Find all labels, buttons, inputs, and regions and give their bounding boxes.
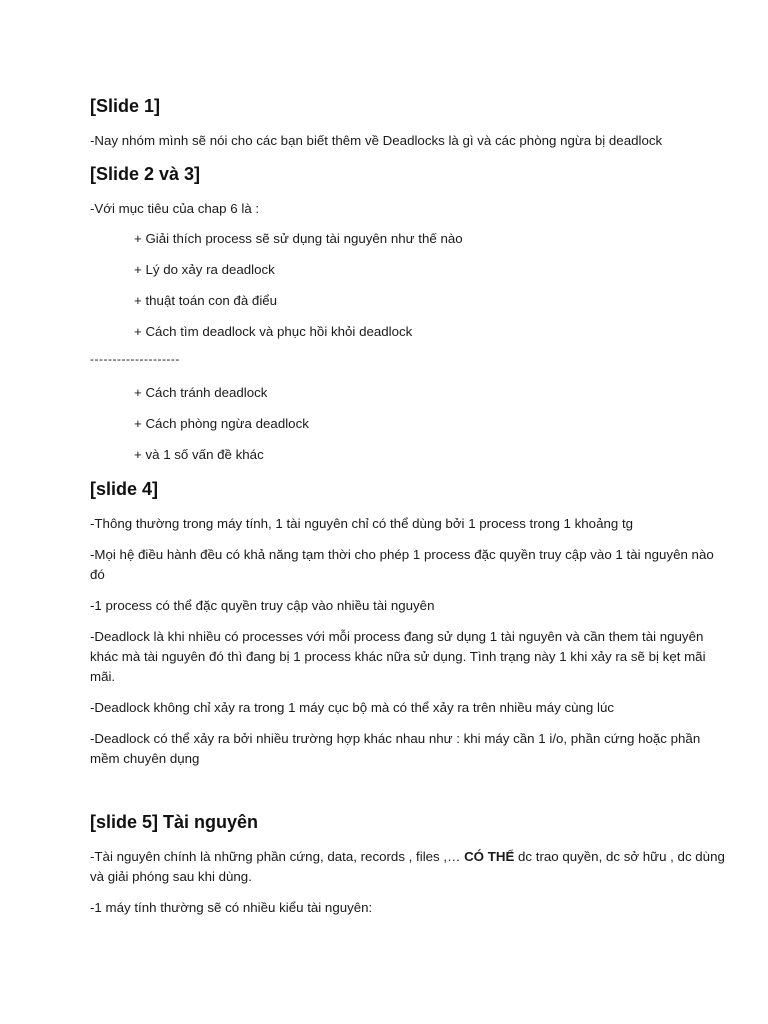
slide23-item: + thuật toán con đà điểu — [134, 293, 278, 308]
slide5-paragraph — [90, 847, 730, 887]
slide23-item: + Giải thích process sẽ sử dụng tài nguyên như thế nào — [134, 231, 463, 246]
slide23-heading: [Slide 2 và 3] — [90, 164, 201, 184]
slide5-bold-text: CÓ THỂ — [464, 849, 515, 864]
slide1-heading: [Slide 1] — [90, 96, 161, 116]
slide23-item: + và 1 số vấn đề khác — [134, 447, 264, 462]
slide4-paragraph: -Thông thường trong máy tính, 1 tài nguyên chỉ có thể dùng bởi 1 process trong 1 khoảng tg — [90, 516, 634, 531]
slide5-heading: [slide 5] Tài nguyên — [90, 812, 259, 832]
slide23-intro: -Với mục tiêu của chap 6 là : — [90, 201, 260, 216]
slide23-item: + Cách tìm deadlock và phục hồi khỏi deadlock — [134, 324, 413, 339]
slide23-item: + Lý do xảy ra deadlock — [134, 262, 275, 277]
slide4-heading: [slide 4] — [90, 479, 159, 499]
slide23-item: + Cách tránh deadlock — [134, 385, 268, 400]
slide5-text: dc trao quyền, dc sở hữu , dc dùng và giải phóng sau khi dùng. — [90, 849, 725, 884]
slide5-paragraph: -1 máy tính thường sẽ có nhiều kiểu tài nguyên: — [90, 900, 373, 915]
slide4-paragraph: -Deadlock không chỉ xảy ra trong 1 máy cục bộ mà có thể xảy ra trên nhiều máy cùng lúc — [90, 700, 615, 715]
slide5-text: -Tài nguyên chính là những phần cứng, data, records , files ,… — [90, 849, 465, 864]
separator-line: -------------------- — [90, 352, 180, 366]
slide23-item: + Cách phòng ngừa deadlock — [134, 416, 309, 431]
slide4-paragraph: -Mọi hệ điều hành đều có khả năng tạm thời cho phép 1 process đặc quyền truy cập vào 1 tài nguyên nào đó — [90, 547, 714, 582]
slide4-paragraph: -Deadlock có thể xảy ra bởi nhiều trường hợp khác nhau như : khi máy cần 1 i/o, phần cứng hoặc phần mềm chuyên dụng — [90, 731, 701, 766]
slide1-paragraph: -Nay nhóm mình sẽ nói cho các bạn biết thêm về Deadlocks là gì và các phòng ngừa bị deadlock — [90, 133, 663, 148]
slide4-paragraph: -1 process có thể đặc quyền truy cập vào nhiều tài nguyên — [90, 598, 435, 613]
slide4-paragraph: -Deadlock là khi nhiều có processes với mỗi process đang sử dụng 1 tài nguyên và cần them tài nguyên khác mà tài nguyên đó thì đang bị 1 process khác nữa sử dụng. Tình trạng này 1 khi xảy ra sẽ bị kẹt mãi mãi. — [90, 629, 706, 684]
